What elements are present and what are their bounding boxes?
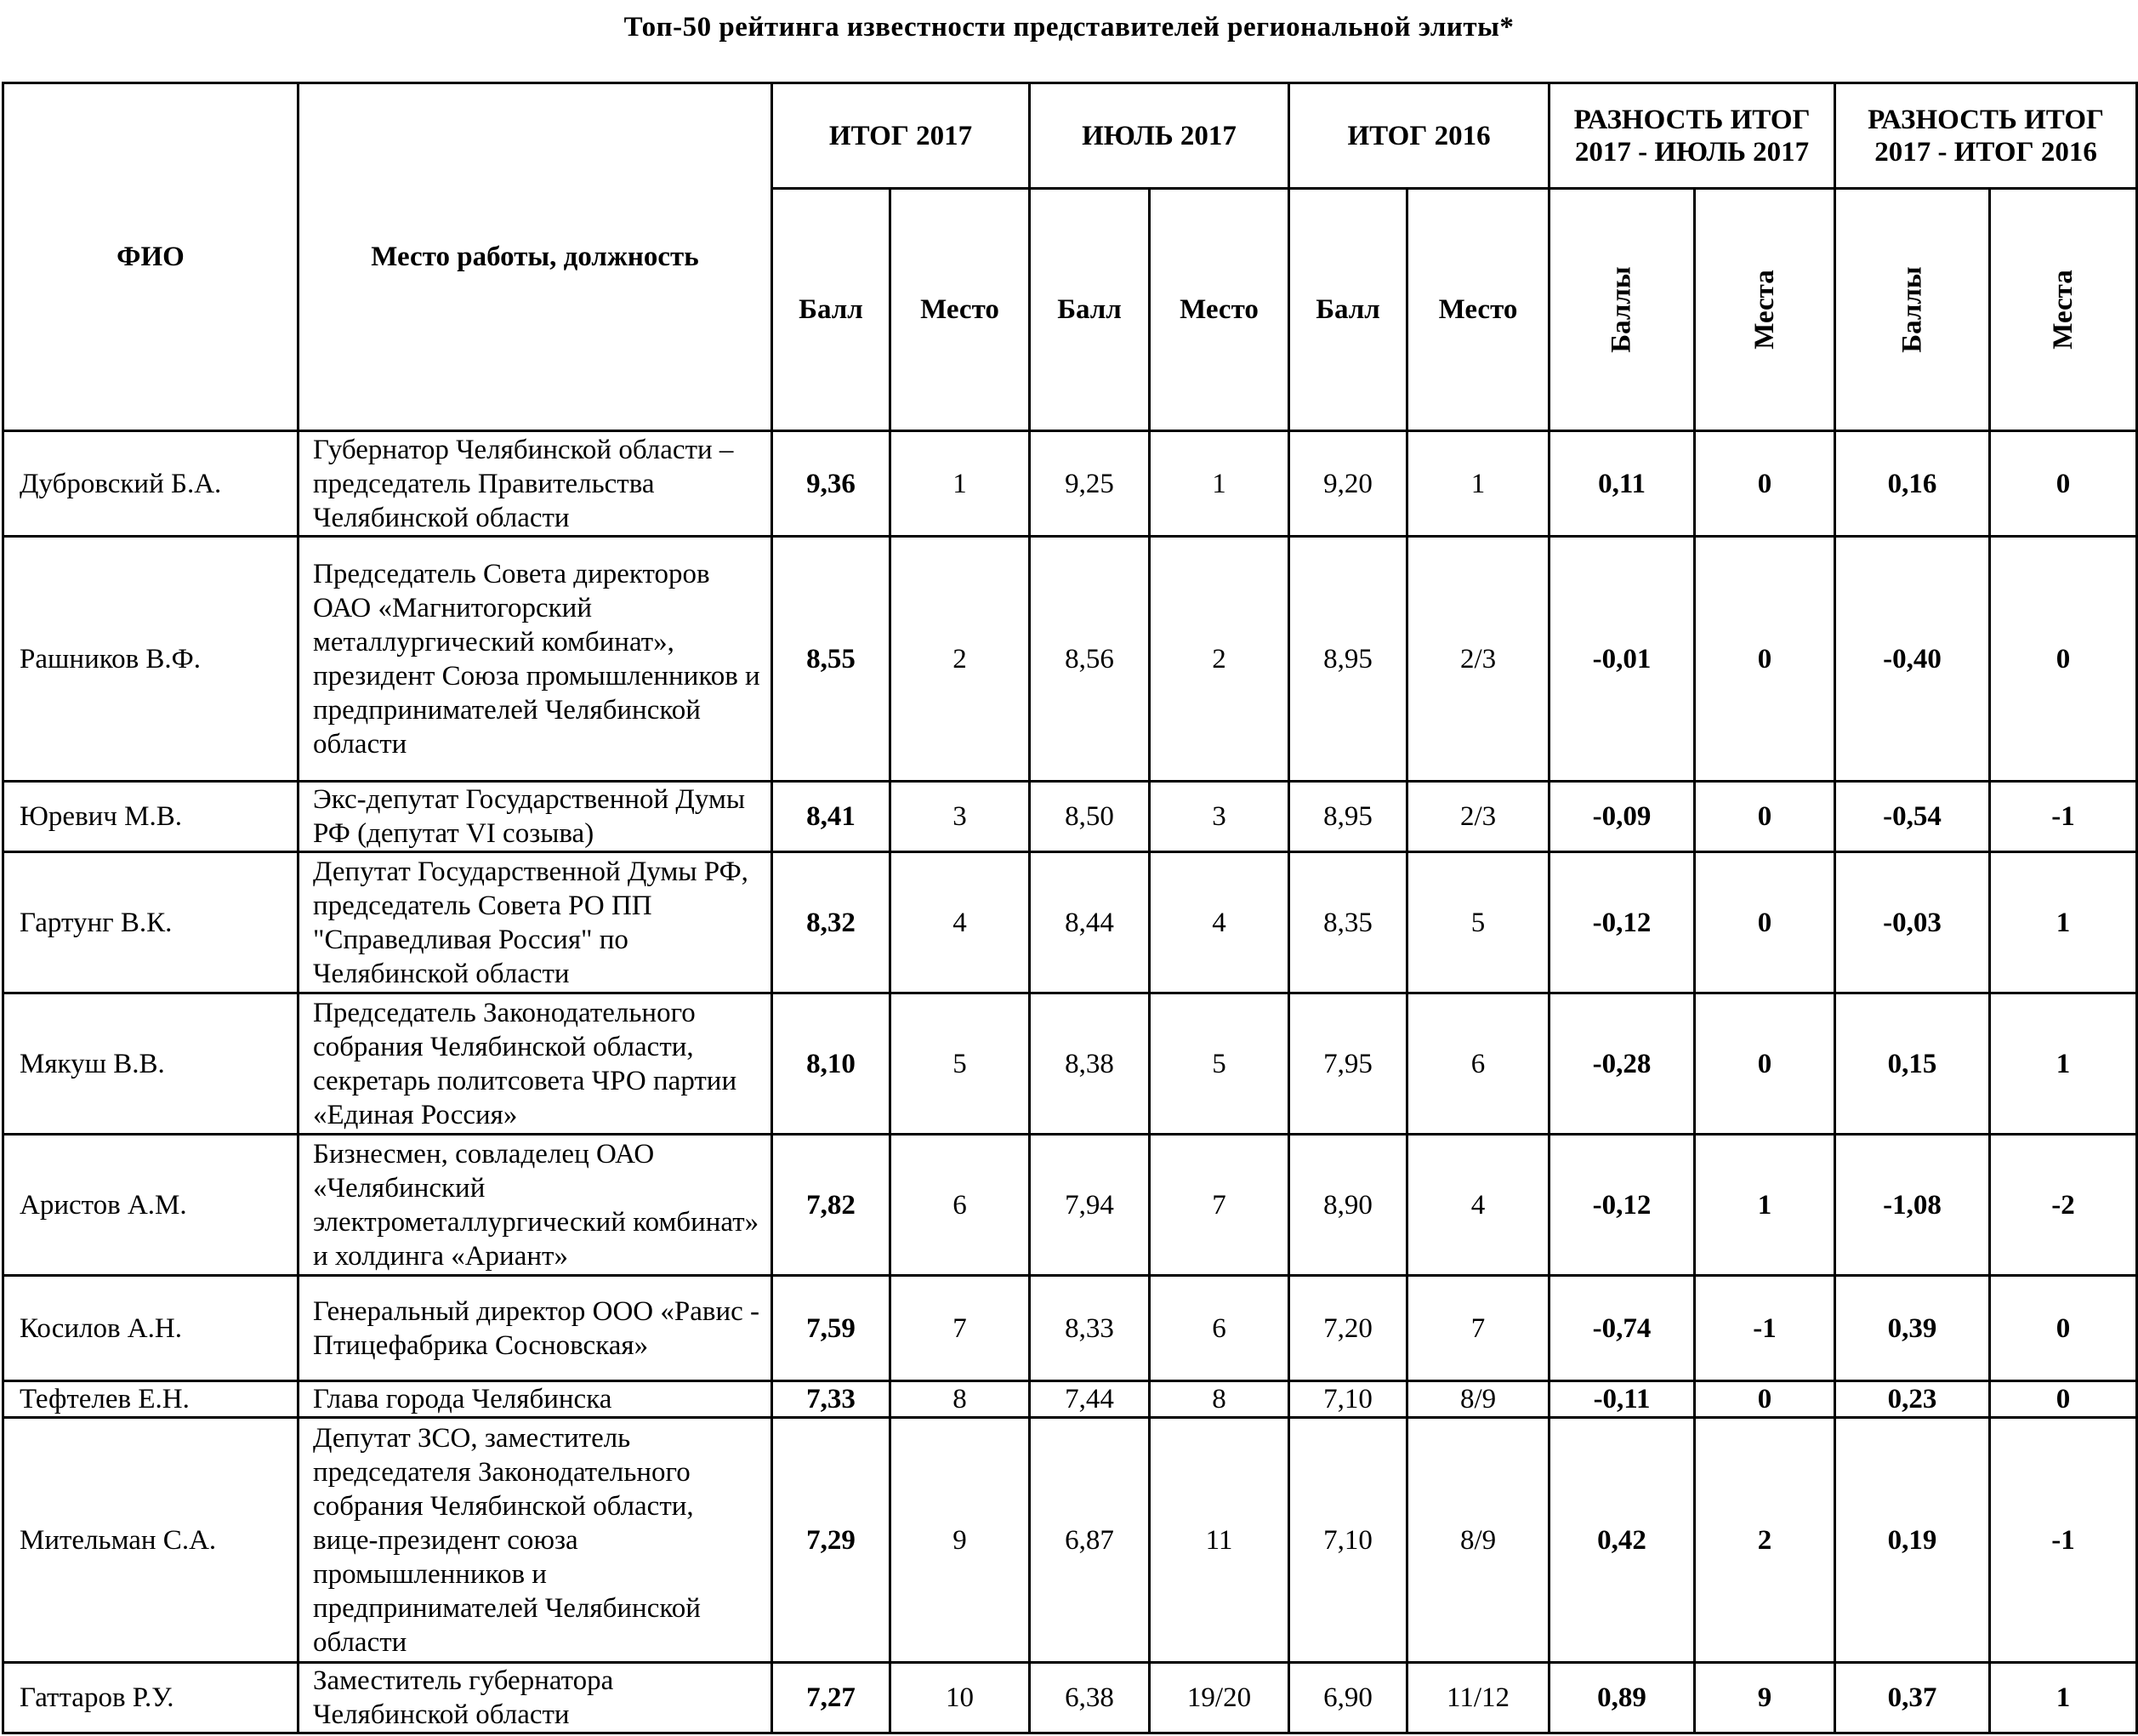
cell-itog2017-mesto: 8 <box>890 1381 1030 1418</box>
header-bally-cell <box>1549 189 1695 431</box>
cell-jul2017-mesto: 4 <box>1150 852 1289 993</box>
cell-itog2016-ball: 9,20 <box>1289 431 1407 537</box>
cell-diff-jul-mesta: 0 <box>1695 852 1835 993</box>
table-row <box>3 537 2137 782</box>
cell-itog2016-ball: 8,95 <box>1289 537 1407 782</box>
cell-jul2017-mesto: 6 <box>1150 1276 1289 1381</box>
cell-diff-2016-bally: 0,23 <box>1835 1381 1990 1418</box>
table-row <box>3 1135 2137 1276</box>
cell-diff-jul-mesta: 0 <box>1695 782 1835 852</box>
cell-jul2017-mesto: 5 <box>1150 993 1289 1135</box>
cell-diff-2016-bally: -0,40 <box>1835 537 1990 782</box>
cell-diff-2016-bally: -0,54 <box>1835 782 1990 852</box>
cell-name: Мительман С.А. <box>3 1418 299 1663</box>
table-row <box>3 1276 2137 1381</box>
cell-name: Гартунг В.К. <box>3 852 299 993</box>
cell-itog2016-ball: 7,10 <box>1289 1418 1407 1663</box>
header-mesta-cell <box>1695 189 1835 431</box>
table-row <box>3 993 2137 1135</box>
cell-itog2017-ball: 9,36 <box>772 431 890 537</box>
cell-jul2017-mesto: 1 <box>1150 431 1289 537</box>
cell-jul2017-mesto: 11 <box>1150 1418 1289 1663</box>
cell-diff-2016-mesta: -2 <box>1990 1135 2137 1276</box>
cell-jul2017-ball: 6,38 <box>1030 1663 1150 1733</box>
cell-itog2017-ball: 8,41 <box>772 782 890 852</box>
cell-itog2016-mesto: 2/3 <box>1407 537 1549 782</box>
header-bally: Баллы <box>1606 266 1638 353</box>
cell-jul2017-mesto: 7 <box>1150 1135 1289 1276</box>
cell-jul2017-mesto: 3 <box>1150 782 1289 852</box>
header-ball: Балл <box>1289 189 1407 431</box>
cell-name: Дубровский Б.А. <box>3 431 299 537</box>
cell-position: Генеральный директор ООО «Равис - Птицефабрика Сосновская» <box>299 1276 772 1381</box>
cell-itog2017-ball: 8,55 <box>772 537 890 782</box>
cell-diff-jul-mesta: 9 <box>1695 1663 1835 1733</box>
cell-diff-2016-mesta: 0 <box>1990 1381 2137 1418</box>
cell-position: Депутат Государственной Думы РФ, председатель Совета РО ПП "Справедливая Россия" по Челябинской области <box>299 852 772 993</box>
cell-itog2017-mesto: 6 <box>890 1135 1030 1276</box>
header-position: Место работы, должность <box>299 83 772 431</box>
cell-diff-jul-mesta: 0 <box>1695 993 1835 1135</box>
cell-diff-jul-bally: -0,12 <box>1549 1135 1695 1276</box>
cell-diff-jul-bally: 0,42 <box>1549 1418 1695 1663</box>
cell-name: Юревич М.В. <box>3 782 299 852</box>
cell-diff-2016-bally: 0,37 <box>1835 1663 1990 1733</box>
cell-jul2017-ball: 8,38 <box>1030 993 1150 1135</box>
header-fio: ФИО <box>3 83 299 431</box>
cell-diff-jul-mesta: 1 <box>1695 1135 1835 1276</box>
header-group-diff-2016: РАЗНОСТЬ ИТОГ 2017 - ИТОГ 2016 <box>1835 83 2137 189</box>
cell-diff-jul-mesta: 0 <box>1695 537 1835 782</box>
cell-diff-2016-mesta: 1 <box>1990 852 2137 993</box>
header-bally-cell <box>1835 189 1990 431</box>
cell-itog2016-ball: 8,35 <box>1289 852 1407 993</box>
cell-itog2017-ball: 8,32 <box>772 852 890 993</box>
cell-jul2017-ball: 7,44 <box>1030 1381 1150 1418</box>
cell-diff-2016-bally: -0,03 <box>1835 852 1990 993</box>
header-mesta: Места <box>2048 270 2079 350</box>
cell-name: Косилов А.Н. <box>3 1276 299 1381</box>
header-mesto: Место <box>1150 189 1289 431</box>
cell-diff-jul-bally: 0,11 <box>1549 431 1695 537</box>
cell-diff-jul-bally: -0,09 <box>1549 782 1695 852</box>
cell-itog2016-mesto: 7 <box>1407 1276 1549 1381</box>
table-row <box>3 1418 2137 1663</box>
cell-diff-jul-mesta: 2 <box>1695 1418 1835 1663</box>
table-row <box>3 1381 2137 1418</box>
table-row <box>3 782 2137 852</box>
cell-itog2016-ball: 6,90 <box>1289 1663 1407 1733</box>
cell-diff-2016-mesta: 0 <box>1990 431 2137 537</box>
cell-itog2017-ball: 7,59 <box>772 1276 890 1381</box>
cell-jul2017-mesto: 2 <box>1150 537 1289 782</box>
cell-diff-2016-mesta: 1 <box>1990 993 2137 1135</box>
cell-itog2017-mesto: 7 <box>890 1276 1030 1381</box>
cell-jul2017-ball: 8,33 <box>1030 1276 1150 1381</box>
cell-diff-2016-bally: 0,15 <box>1835 993 1990 1135</box>
cell-itog2016-ball: 7,95 <box>1289 993 1407 1135</box>
cell-position: Экс-депутат Государственной Думы РФ (депутат VI созыва) <box>299 782 772 852</box>
cell-position: Бизнесмен, совладелец ОАО «Челябинский электрометаллургический комбинат» и холдинга «Ариант» <box>299 1135 772 1276</box>
cell-itog2017-mesto: 10 <box>890 1663 1030 1733</box>
cell-diff-jul-bally: -0,11 <box>1549 1381 1695 1418</box>
cell-name: Рашников В.Ф. <box>3 537 299 782</box>
header-ball: Балл <box>772 189 890 431</box>
cell-itog2017-ball: 7,82 <box>772 1135 890 1276</box>
cell-name: Мякуш В.В. <box>3 993 299 1135</box>
cell-itog2017-ball: 7,27 <box>772 1663 890 1733</box>
rating-table <box>2 82 2138 1734</box>
cell-itog2016-mesto: 6 <box>1407 993 1549 1135</box>
cell-diff-2016-mesta: -1 <box>1990 782 2137 852</box>
cell-jul2017-ball: 8,50 <box>1030 782 1150 852</box>
cell-diff-jul-mesta: -1 <box>1695 1276 1835 1381</box>
cell-diff-jul-bally: -0,74 <box>1549 1276 1695 1381</box>
cell-name: Аристов А.М. <box>3 1135 299 1276</box>
cell-diff-jul-bally: 0,89 <box>1549 1663 1695 1733</box>
cell-diff-2016-mesta: 1 <box>1990 1663 2137 1733</box>
cell-position: Губернатор Челябинской области – председатель Правительства Челябинской области <box>299 431 772 537</box>
cell-diff-jul-bally: -0,12 <box>1549 852 1695 993</box>
cell-itog2016-mesto: 5 <box>1407 852 1549 993</box>
cell-diff-jul-bally: -0,28 <box>1549 993 1695 1135</box>
cell-itog2017-ball: 7,33 <box>772 1381 890 1418</box>
cell-jul2017-ball: 8,56 <box>1030 537 1150 782</box>
cell-diff-jul-mesta: 0 <box>1695 431 1835 537</box>
cell-itog2016-mesto: 8/9 <box>1407 1418 1549 1663</box>
cell-diff-jul-bally: -0,01 <box>1549 537 1695 782</box>
cell-itog2017-mesto: 1 <box>890 431 1030 537</box>
cell-diff-2016-bally: 0,39 <box>1835 1276 1990 1381</box>
cell-itog2017-mesto: 2 <box>890 537 1030 782</box>
cell-itog2016-ball: 7,10 <box>1289 1381 1407 1418</box>
cell-itog2017-mesto: 4 <box>890 852 1030 993</box>
table-row <box>3 852 2137 993</box>
table-row <box>3 1663 2137 1733</box>
cell-position: Глава города Челябинска <box>299 1381 772 1418</box>
cell-diff-2016-bally: 0,19 <box>1835 1418 1990 1663</box>
cell-name: Тефтелев Е.Н. <box>3 1381 299 1418</box>
cell-diff-2016-mesta: 0 <box>1990 1276 2137 1381</box>
cell-jul2017-ball: 8,44 <box>1030 852 1150 993</box>
cell-jul2017-ball: 9,25 <box>1030 431 1150 537</box>
cell-position: Депутат ЗСО, заместитель председателя Законодательного собрания Челябинской области, вице-президент союза промышленников и предпринимателей Челябинской области <box>299 1418 772 1663</box>
cell-itog2016-mesto: 1 <box>1407 431 1549 537</box>
cell-itog2016-ball: 7,20 <box>1289 1276 1407 1381</box>
header-mesto: Место <box>1407 189 1549 431</box>
cell-itog2017-ball: 7,29 <box>772 1418 890 1663</box>
cell-itog2016-mesto: 4 <box>1407 1135 1549 1276</box>
header-mesta: Места <box>1749 270 1781 350</box>
cell-diff-2016-bally: 0,16 <box>1835 431 1990 537</box>
cell-name: Гаттаров Р.У. <box>3 1663 299 1733</box>
header-group-jul-2017: ИЮЛЬ 2017 <box>1030 83 1289 189</box>
cell-jul2017-ball: 6,87 <box>1030 1418 1150 1663</box>
header-group-itog-2016: ИТОГ 2016 <box>1289 83 1549 189</box>
header-bally: Баллы <box>1896 266 1928 353</box>
cell-itog2017-mesto: 3 <box>890 782 1030 852</box>
table-row <box>3 431 2137 537</box>
cell-jul2017-ball: 7,94 <box>1030 1135 1150 1276</box>
cell-diff-2016-mesta: -1 <box>1990 1418 2137 1663</box>
cell-jul2017-mesto: 19/20 <box>1150 1663 1289 1733</box>
cell-itog2016-ball: 8,95 <box>1289 782 1407 852</box>
cell-position: Председатель Совета директоров ОАО «Магнитогорский металлургический комбинат», президент Союза промышленников и предпринимателей Челябинской области <box>299 537 772 782</box>
cell-position: Заместитель губернатора Челябинской области <box>299 1663 772 1733</box>
header-ball: Балл <box>1030 189 1150 431</box>
header-mesto: Место <box>890 189 1030 431</box>
cell-diff-2016-bally: -1,08 <box>1835 1135 1990 1276</box>
header-group-itog-2017: ИТОГ 2017 <box>772 83 1030 189</box>
cell-itog2017-mesto: 5 <box>890 993 1030 1135</box>
header-group-diff-jul: РАЗНОСТЬ ИТОГ 2017 - ИЮЛЬ 2017 <box>1549 83 1835 189</box>
cell-itog2016-mesto: 2/3 <box>1407 782 1549 852</box>
cell-itog2016-mesto: 11/12 <box>1407 1663 1549 1733</box>
cell-diff-2016-mesta: 0 <box>1990 537 2137 782</box>
cell-itog2016-mesto: 8/9 <box>1407 1381 1549 1418</box>
rating-table-body <box>3 431 2137 1733</box>
cell-jul2017-mesto: 8 <box>1150 1381 1289 1418</box>
cell-itog2017-mesto: 9 <box>890 1418 1030 1663</box>
header-mesta-cell <box>1990 189 2137 431</box>
cell-itog2017-ball: 8,10 <box>772 993 890 1135</box>
page-title: Топ-50 рейтинга известности представителей региональной элиты* <box>623 12 1515 43</box>
cell-itog2016-ball: 8,90 <box>1289 1135 1407 1276</box>
cell-diff-jul-mesta: 0 <box>1695 1381 1835 1418</box>
cell-position: Председатель Законодательного собрания Челябинской области, секретарь политсовета ЧРО партии «Единая Россия» <box>299 993 772 1135</box>
